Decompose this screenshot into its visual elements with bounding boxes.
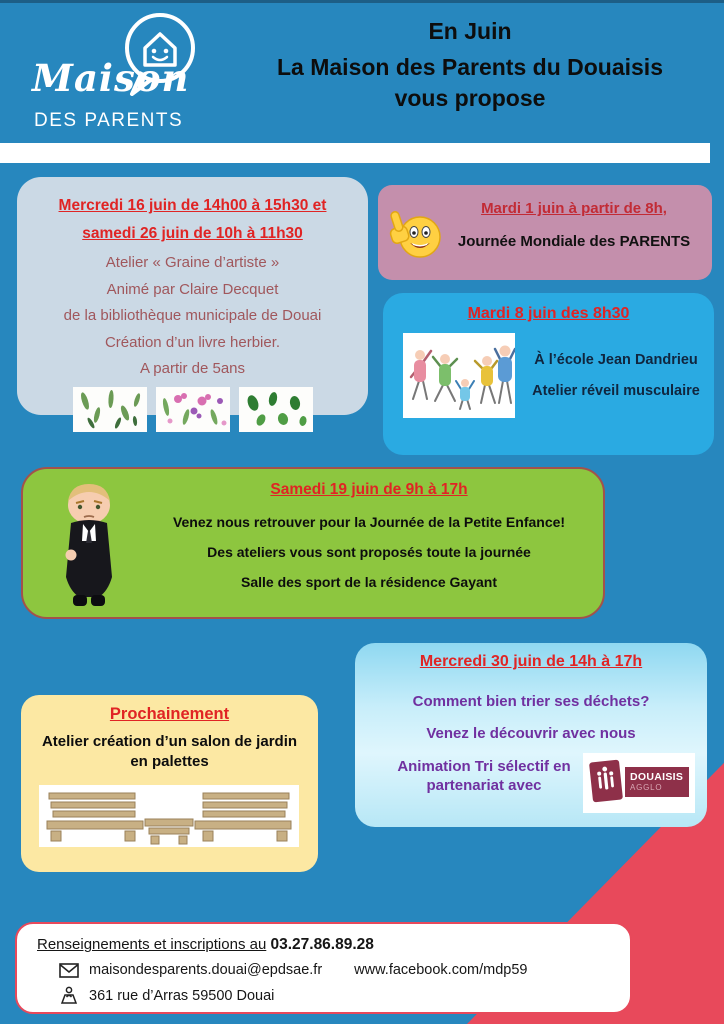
maison-des-parents-logo	[26, 8, 206, 144]
envelope-icon	[59, 963, 79, 978]
date-line-2: samedi 26 juin de 10h à 11h30	[82, 225, 303, 242]
agglo-emblem-icon	[589, 760, 623, 803]
event-date: Mardi 1 juin à partir de 8h,	[481, 200, 667, 217]
event-description: Venez nous retrouver pour la Journée de la Petite Enfance! Des ateliers vous sont proposés toute la journée Salle des sport de la résidence Gayant	[172, 514, 566, 590]
pressed-flowers-photo-2	[156, 387, 230, 432]
street-address: 361 rue d’Arras 59500 Douai	[89, 987, 275, 1004]
map-location-icon	[59, 986, 79, 1005]
card-tri-selectif	[355, 643, 707, 827]
date-line-1: Mercredi 16 juin de 14h00 à 15h30 et	[58, 197, 327, 214]
event-description: Atelier « Graine d’artiste » Animé par Claire Decquet de la bibliothèque municipale de Douai Création d’un livre herbier. A partir de 5ans	[63, 254, 322, 377]
event-description: À l’école Jean Dandrieu Atelier réveil musculaire	[532, 352, 700, 399]
event-description: Atelier création d’un salon de jardin en palettes	[41, 733, 298, 770]
address-row	[59, 986, 274, 1005]
email-address: maisondesparents.douai@epdsae.fr	[89, 962, 323, 978]
title-line-1: En Juin	[428, 18, 512, 44]
title-line-2: La Maison des Parents du Douaisis	[277, 54, 663, 80]
facebook-url: www.facebook.com/mdp59	[354, 962, 528, 978]
pressed-plants-photo-1	[73, 387, 147, 432]
event-date: Mercredi 30 juin de 14h à 17h	[419, 653, 643, 670]
agglo-wordmark: DOUAISIS AGGLO	[625, 767, 689, 797]
logo-name: Maison	[32, 56, 190, 100]
event-date	[17, 192, 368, 248]
douaisis-agglo-logo	[583, 753, 695, 813]
logo-subtitle: DES PARENTS	[34, 110, 184, 131]
page-title	[242, 16, 698, 114]
card-journee-petite-enfance	[21, 467, 605, 619]
title-line-3: vous propose	[394, 85, 546, 111]
event-description: Journée Mondiale des PARENTS	[457, 233, 691, 250]
contact-label: Renseignements et inscriptions au	[37, 936, 267, 953]
phone-number: 03.27.86.89.28	[270, 936, 374, 953]
pressed-leaves-photo-3	[239, 387, 313, 432]
card-prochainement	[21, 695, 318, 872]
event-partnership: Animation Tri sélectif en partenariat avec	[397, 758, 571, 794]
event-invite: Venez le découvrir avec nous	[426, 725, 636, 742]
header-divider-stripe	[0, 143, 710, 163]
event-date: Samedi 19 juin de 9h à 17h	[270, 481, 468, 498]
thumbs-up-smiley-icon	[386, 201, 444, 263]
card-journee-mondiale-parents	[378, 185, 712, 280]
contact-card	[15, 922, 632, 1014]
card-atelier-graine-artiste	[17, 177, 368, 415]
boss-baby-image	[47, 479, 131, 611]
family-exercise-image	[403, 333, 515, 418]
event-date: Mardi 8 juin des 8h30	[467, 305, 630, 322]
herbarium-photos	[17, 387, 368, 432]
pallet-furniture-image	[39, 785, 299, 847]
section-title: Prochainement	[109, 705, 230, 723]
event-question: Comment bien trier ses déchets?	[412, 693, 650, 710]
card-reveil-musculaire	[383, 293, 714, 455]
email-row	[59, 962, 527, 978]
contact-info-line	[37, 936, 374, 954]
